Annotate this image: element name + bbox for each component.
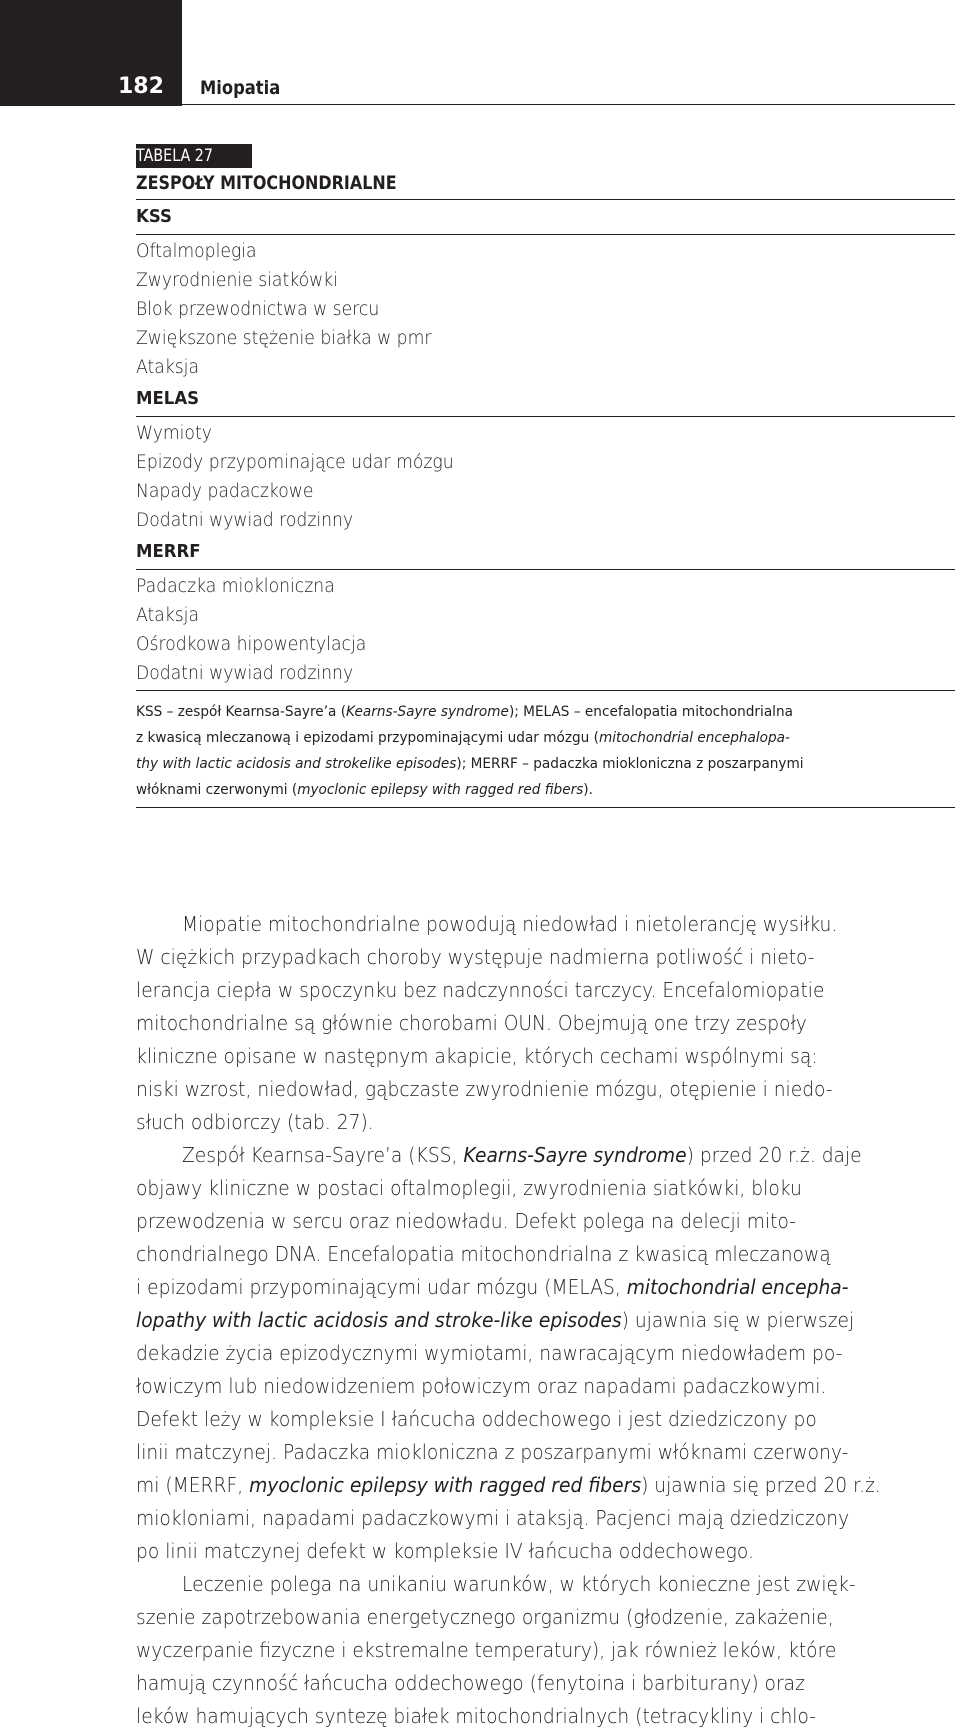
section-heading-merrf: MERRF	[136, 541, 201, 562]
page-header	[118, 72, 955, 105]
paragraph-line: W ciężkich przypadkach choroby występuje nadmierna potliwość i nieto-	[136, 945, 815, 969]
paragraph-line: Leczenie polega na unikaniu warunków, w których konieczne jest zwięk-	[182, 1572, 856, 1596]
list-item: Epizody przypominające udar mózgu	[136, 452, 454, 473]
paragraph-line: po linii matczynej defekt w kompleksie IV łańcucha oddechowego.	[136, 1539, 754, 1563]
list-item: Blok przewodnictwa w sercu	[136, 299, 380, 320]
table-footnote: KSS – zespół Kearnsa-Sayre’a (Kearns-Sayre syndrome); MELAS – encefalopatia mitochondrialna z kwasicą mleczanową i epizodami przypominającymi udar mózgu (mitochondrial encephalopa- thy with lactic acidosis and strokelike episodes); MERRF – padaczka miokloniczna z poszarpanymi włóknami czerwonymi (myoclonic epilepsy with ragged red fibers).	[136, 691, 955, 808]
running-title: Miopatia	[200, 77, 281, 99]
list-item: Dodatni wywiad rodzinny	[136, 510, 354, 531]
paragraph-line: lopathy with lactic acidosis and stroke-like episodes) ujawnia się w pierwszej	[136, 1308, 855, 1332]
section-kss	[136, 234, 955, 382]
paragraph-line: łowiczym lub niedowidzeniem połowiczym oraz napadami padaczkowymi.	[136, 1374, 827, 1398]
list-item: Zwiększone stężenie białka w pmr	[136, 328, 432, 349]
section-heading-kss: KSS	[136, 206, 172, 227]
list-item: Oftalmoplegia	[136, 241, 257, 262]
list-item: Zwyrodnienie siatkówki	[136, 270, 338, 291]
paragraph-line: i epizodami przypominającymi udar mózgu (MELAS, mitochondrial encepha-	[136, 1275, 849, 1299]
paragraph-line: mi (MERRF, myoclonic epilepsy with ragged red fibers) ujawnia się przed 20 r.ż.	[136, 1473, 881, 1497]
list-item: Wymioty	[136, 423, 212, 444]
table-label: TABELA 27	[136, 144, 252, 168]
table-27	[136, 144, 955, 808]
paragraph-line: Zespół Kearnsa-Sayre’a (KSS, Kearns-Sayre syndrome) przed 20 r.ż. daje	[182, 1143, 862, 1167]
paragraph-line: kliniczne opisane w następnym akapicie, których cechami wspólnymi są:	[136, 1044, 818, 1068]
paragraph-line: Defekt leży w kompleksie I łańcucha oddechowego i jest dziedziczony po	[136, 1407, 817, 1431]
page-number: 182	[118, 74, 164, 99]
paragraph-line: objawy kliniczne w postaci oftalmoplegii, zwyrodnienia siatkówki, bloku	[136, 1176, 802, 1200]
paragraph-line: leków hamujących syntezę białek mitochondrialnych (tetracykliny i chlo-	[136, 1704, 816, 1728]
paragraph-line: dekadzie życia epizodycznymi wymiotami, nawracającym niedowładem po-	[136, 1341, 843, 1365]
body-text	[136, 908, 955, 1733]
section-melas	[136, 416, 955, 535]
paragraph-line: mitochondrialne są głównie chorobami OUN. Obejmują one trzy zespoły	[136, 1011, 807, 1035]
table-title: ZESPOŁY MITOCHONDRIALNE	[136, 168, 955, 200]
list-item: Ataksja	[136, 605, 200, 626]
list-item: Ataksja	[136, 357, 200, 378]
paragraph-line: słuch odbiorczy (tab. 27).	[136, 1110, 374, 1134]
paragraph-line: przewodzenia w sercu oraz niedowładu. Defekt polega na delecji mito-	[136, 1209, 797, 1233]
paragraph-line: wyczerpanie fizyczne i ekstremalne temperatury), jak również leków, które	[136, 1638, 837, 1662]
section-merrf	[136, 569, 955, 691]
paragraph-line: niski wzrost, niedowład, gąbczaste zwyrodnienie mózgu, otępienie i niedo-	[136, 1077, 833, 1101]
list-item: Ośrodkowa hipowentylacja	[136, 634, 367, 655]
paragraph-line: miokloniami, napadami padaczkowymi i ataksją. Pacjenci mają dziedziczony	[136, 1506, 850, 1530]
list-item: Napady padaczkowe	[136, 481, 314, 502]
paragraph-line: chondrialnego DNA. Encefalopatia mitochondrialna z kwasicą mleczanową	[136, 1242, 831, 1266]
paragraph-line: linii matczynej. Padaczka miokloniczna z poszarpanymi włóknami czerwony-	[136, 1440, 849, 1464]
paragraph-line: hamują czynność łańcucha oddechowego (fenytoina i barbiturany) oraz	[136, 1671, 805, 1695]
list-item: Padaczka miokloniczna	[136, 576, 335, 597]
paragraph-line: szenie zapotrzebowania energetycznego organizmu (głodzenie, zakażenie,	[136, 1605, 834, 1629]
paragraph-line: lerancja ciepła w spoczynku bez nadczynności tarczycy. Encefalomiopatie	[136, 978, 825, 1002]
paragraph-line: Miopatie mitochondrialne powodują niedowład i nietolerancję wysiłku.	[182, 912, 838, 936]
section-heading-melas: MELAS	[136, 388, 200, 409]
list-item: Dodatni wywiad rodzinny	[136, 663, 354, 684]
